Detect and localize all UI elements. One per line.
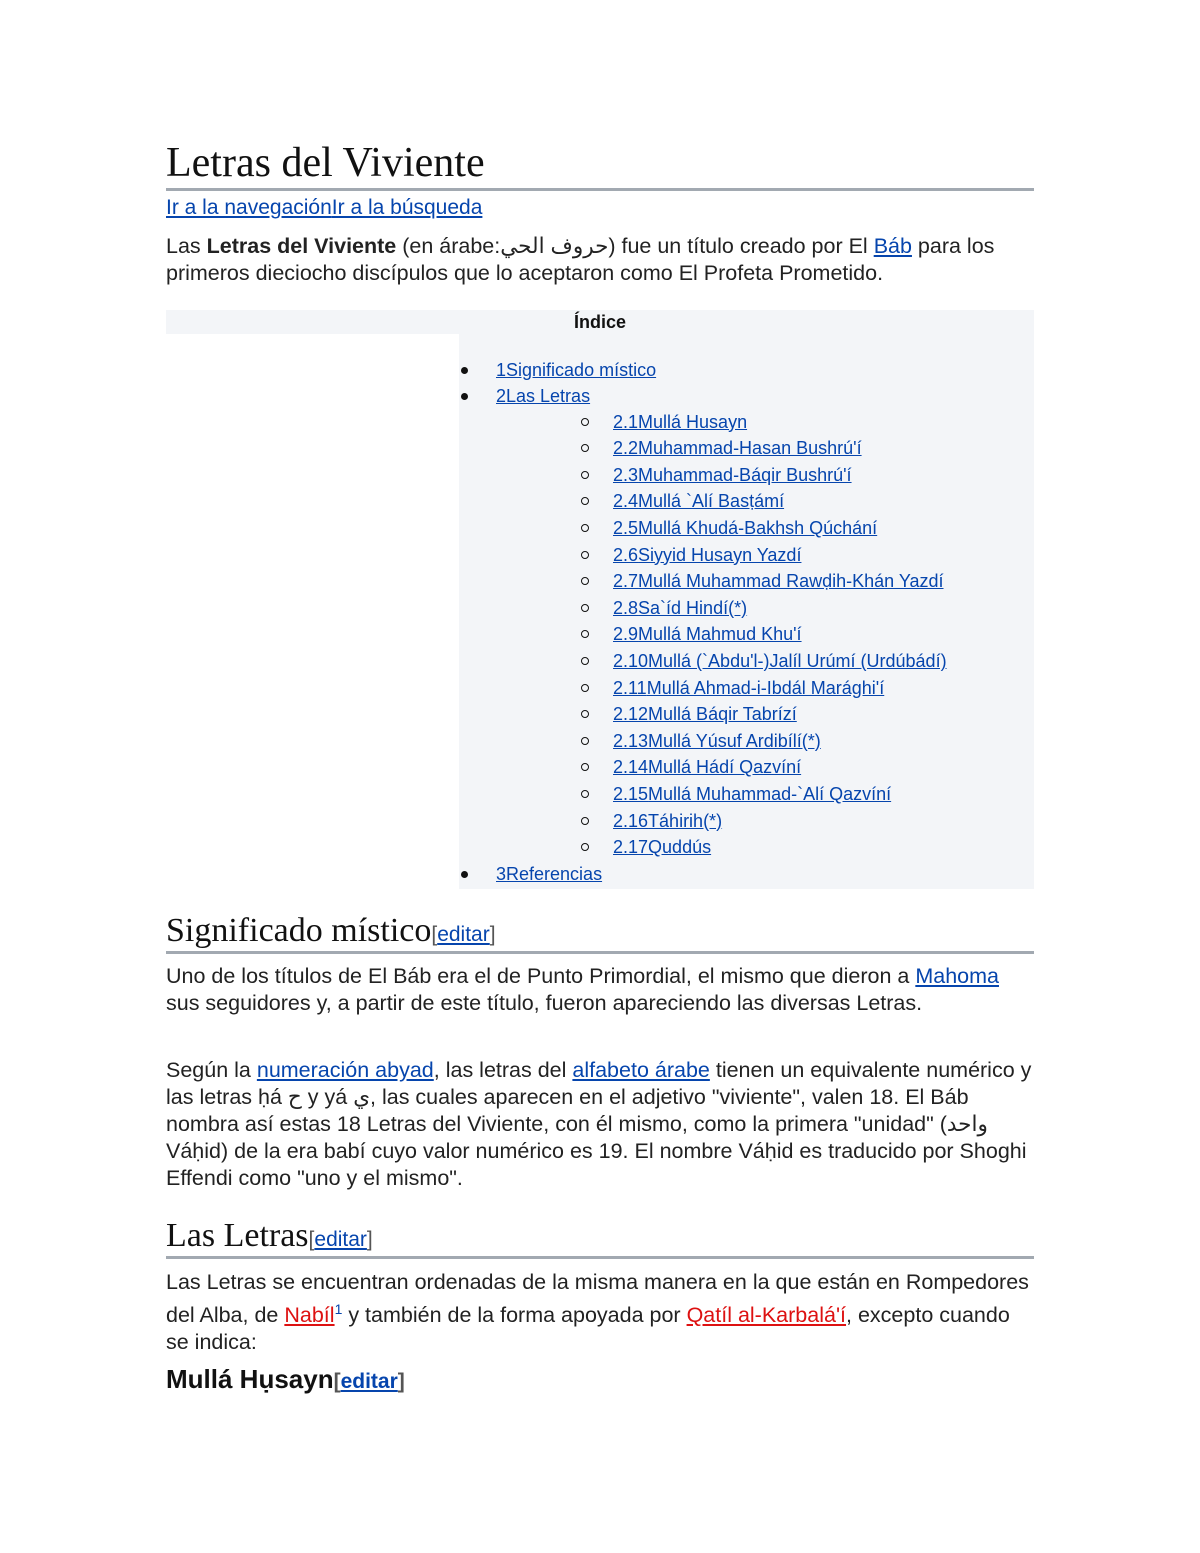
toc-number: 2.13 (613, 730, 649, 751)
toc-label: Quddús (648, 837, 712, 858)
toc-number: 2.6 (613, 544, 639, 565)
toc-number: 2.12 (613, 704, 649, 725)
edit-section-link-wrapper (309, 1228, 373, 1251)
paragraph-primordial (166, 963, 1034, 1017)
toc-circle-bullet-icon (581, 551, 589, 559)
toc-link[interactable] (496, 864, 602, 884)
toc-number: 2.14 (613, 757, 649, 778)
toc-bullet-icon (461, 871, 468, 878)
toc-item (496, 358, 656, 382)
toc-link[interactable] (496, 360, 656, 380)
toc-number: 2.11 (613, 677, 647, 698)
toc-number: 2.16 (613, 810, 649, 831)
toc-link[interactable] (613, 651, 947, 671)
arabic-alphabet-link[interactable]: alfabeto árabe (572, 1058, 710, 1082)
toc-item (496, 384, 590, 408)
toc-bullet-icon (461, 393, 468, 400)
paragraph-abyad (166, 1057, 1034, 1192)
toc-link[interactable] (613, 518, 877, 538)
toc-circle-bullet-icon (581, 418, 589, 426)
toc-circle-bullet-icon (581, 471, 589, 479)
edit-section-link[interactable]: editar (437, 923, 490, 946)
toc-subitem (613, 569, 944, 593)
toc-number: 2.5 (613, 517, 639, 538)
toc-subitem (613, 755, 801, 779)
toc-number: 2.7 (613, 571, 639, 592)
intro-text: (en árabe: (396, 234, 501, 258)
toc-label: Siyyid Husayn Yazdí (638, 544, 802, 565)
toc-number: 2.8 (613, 597, 639, 618)
toc-link[interactable] (496, 386, 590, 406)
toc-subitem (613, 809, 722, 833)
section-heading-significado (166, 911, 1034, 954)
toc-number: 2.15 (613, 783, 649, 804)
toc-circle-bullet-icon (581, 817, 589, 825)
abyad-link[interactable]: numeración abyad (256, 1058, 434, 1082)
jump-links (166, 194, 482, 222)
toc-label: Mullá Muhammad Rawḍih-Khán Yazdí (638, 571, 944, 592)
toc-link[interactable] (613, 784, 891, 804)
toc-circle-bullet-icon (581, 790, 589, 798)
toc-label: Mullá Mahmud Khu'í (638, 624, 802, 645)
toc-circle-bullet-icon (581, 684, 589, 692)
toc-subitem (613, 622, 802, 646)
toc-number: 2.3 (613, 464, 639, 485)
toc-link[interactable] (613, 757, 801, 777)
toc-link[interactable] (613, 598, 747, 618)
toc-link[interactable] (613, 545, 801, 565)
toc-number: 2 (496, 385, 507, 406)
toc-subitem (613, 702, 797, 726)
paragraph-text: sus seguidores y, a partir de este título, fueron apareciendo las diversas Letras. (166, 991, 923, 1015)
toc-item (496, 862, 602, 886)
paragraph-text: Uno de los títulos de El Báb era el de Punto Primordial, el mismo que dieron a (166, 964, 916, 988)
toc-link[interactable] (613, 491, 784, 511)
page-title: Letras del Viviente (166, 138, 1034, 191)
mahoma-link[interactable]: Mahoma (915, 964, 999, 988)
edit-bracket: ] (489, 923, 496, 946)
toc-label: Sa`íd Hindí(*) (638, 597, 748, 618)
paragraph-text: Según la (166, 1058, 257, 1082)
edit-bracket: ] (366, 1228, 373, 1251)
section-title: Las Letras (166, 1217, 309, 1254)
toc-label: Mullá Khudá-Bakhsh Qúchání (638, 517, 878, 538)
toc-number: 3 (496, 863, 507, 884)
jump-to-search-link[interactable]: Ir a la búsqueda (331, 196, 483, 219)
toc-label: Significado místico (506, 360, 657, 380)
paragraph-text: Las Letras se encuentran ordenadas de la misma manera en la que están en Rompedores del Alba, de (166, 1270, 1029, 1328)
intro-paragraph (166, 233, 1034, 287)
toc-number: 2.17 (613, 837, 649, 858)
toc-subitem (613, 835, 711, 859)
toc-label: Mullá Husayn (638, 411, 748, 432)
toc-link[interactable] (613, 704, 797, 724)
intro-text: Las (166, 234, 207, 258)
edit-bracket: [ (308, 1228, 315, 1251)
intro-bold-term: Letras del Viviente (206, 234, 397, 258)
toc-label: Muhammad-Hasan Bushrú'í (638, 438, 862, 459)
toc-link[interactable] (613, 571, 944, 591)
toc-label: Referencias (506, 863, 603, 884)
toc-circle-bullet-icon (581, 604, 589, 612)
nabil-link[interactable]: Nabíl (284, 1303, 335, 1328)
toc-link[interactable] (613, 678, 884, 698)
jump-to-navigation-link[interactable]: Ir a la navegación (166, 196, 332, 219)
intro-text: ) fue un título creado por El (608, 234, 874, 258)
toc-label: Muhammad-Báqir Bushrú'í (638, 464, 852, 485)
toc-link[interactable] (613, 731, 821, 751)
toc-number: 2.9 (613, 624, 639, 645)
edit-bracket: [ (431, 923, 438, 946)
toc-circle-bullet-icon (581, 657, 589, 665)
footnote-ref[interactable]: 1 (334, 1301, 343, 1317)
toc-label: Mullá `Alí Basṭámí (638, 491, 785, 512)
toc-subitem (613, 516, 877, 540)
intro-text: para los primeros dieciocho discípulos que lo aceptaron como El Profeta Prometido. (166, 234, 995, 285)
toc-number: 2.2 (613, 438, 639, 459)
toc-number: 2.1 (613, 411, 639, 432)
toc-number: 2.10 (613, 650, 649, 671)
bab-link[interactable]: Báb (873, 234, 912, 258)
toc-link[interactable] (613, 412, 747, 432)
toc-subitem (613, 782, 891, 806)
toc-subitem (613, 729, 821, 753)
edit-bracket: ] (397, 1370, 405, 1393)
paragraph-text: y también de la forma apoyada por (342, 1303, 687, 1328)
section-heading-las-letras (166, 1216, 1034, 1259)
toc-link[interactable] (613, 837, 711, 857)
toc-label: Mullá Yúsuf Ardibílí(*) (648, 730, 821, 751)
section-title: Significado místico (166, 912, 432, 949)
toc-subitem (613, 436, 862, 460)
toc-label: Mullá Báqir Tabrízí (648, 704, 797, 725)
toc-bullet-icon (461, 367, 468, 374)
subsection-title: Mullá Hụsayn (166, 1364, 334, 1394)
toc-subitem (613, 463, 852, 487)
paragraph-text: , las letras del (433, 1058, 573, 1082)
toc-subitem (613, 410, 747, 434)
toc-label: Táhirih(*) (648, 810, 723, 831)
paragraph-text: tienen un equivalente numérico y las letras ḥá ح y yá ي, las cuales aparecen en el adjetivo "viviente", valen 18. El Báb nombra así estas 18 Letras del Viviente, con él mismo, como la primera "unidad" (واحد Váḥid) de la era babí cuyo valor numérico es 19. El nombre Váḥid es traducido por Shoghi Effendi como "uno y el mismo". (166, 1058, 1032, 1190)
edit-bracket: [ (333, 1370, 341, 1393)
toc-label: Mullá Ahmad-i-Ibdál Marághi'í (646, 677, 885, 698)
toc-link[interactable] (613, 438, 862, 458)
toc-label: Mullá (`Abdu'l-)Jalíl Urúmí (Urdúbádí) (648, 650, 947, 671)
toc-circle-bullet-icon (581, 524, 589, 532)
toc-subitem (613, 596, 747, 620)
qatil-link[interactable]: Qatíl al-Karbalá'í (686, 1303, 847, 1328)
toc-subitem (613, 489, 784, 513)
edit-section-link-wrapper (334, 1370, 405, 1393)
toc-circle-bullet-icon (581, 737, 589, 745)
toc-title: Índice (573, 312, 626, 332)
toc-link[interactable] (613, 465, 852, 485)
intro-arabic-term: حروف الحي (500, 234, 609, 258)
toc-label: Mullá Hádí Qazvíní (648, 757, 802, 778)
subsection-heading-mulla-husayn (166, 1362, 405, 1399)
edit-section-link[interactable]: editar (340, 1370, 398, 1393)
toc-subitem (613, 649, 947, 673)
paragraph-letras-order (166, 1269, 1034, 1356)
toc-link[interactable] (613, 624, 802, 644)
edit-section-link-wrapper (431, 923, 495, 946)
toc-link[interactable] (613, 811, 722, 831)
toc-label: Mullá Muhammad-`Alí Qazvíní (648, 783, 892, 804)
paragraph-text: , excepto cuando se indica: (166, 1303, 1010, 1355)
toc-number: 2.4 (613, 491, 639, 512)
edit-section-link[interactable]: editar (314, 1228, 367, 1251)
toc-number: 1 (496, 360, 507, 380)
toc-label: Las Letras (506, 385, 591, 406)
toc-subitem (613, 676, 884, 700)
toc-subitem (613, 543, 801, 567)
